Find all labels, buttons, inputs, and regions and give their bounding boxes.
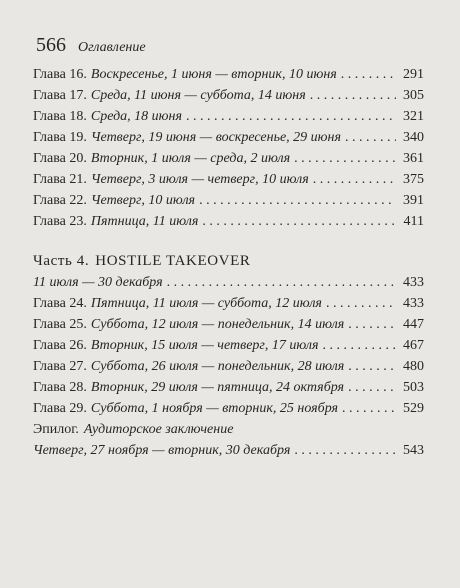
chapter-title: Суббота, 26 июля — понедельник, 28 июля <box>90 359 345 374</box>
leader-dots <box>294 148 396 169</box>
toc-chapter-row[interactable] <box>33 293 424 314</box>
leader-dots <box>342 398 396 419</box>
part3-chapter-list <box>33 64 424 232</box>
chapter-title: Вторник, 1 июля — среда, 2 июля <box>90 151 291 166</box>
leader-dots <box>202 211 396 232</box>
leader-dots <box>186 106 396 127</box>
toc-chapter-row[interactable] <box>33 398 424 419</box>
chapter-label: Глава 25. <box>33 317 87 332</box>
leader-dots <box>310 85 396 106</box>
toc-page-number: 391 <box>403 193 424 208</box>
epilogue-dates-row[interactable] <box>33 440 424 461</box>
chapter-title: Суббота, 12 июля — понедельник, 14 июля <box>90 317 345 332</box>
part-dates-row[interactable] <box>33 272 424 293</box>
part-name: HOSTILE TAKEOVER <box>95 253 251 269</box>
toc-page-number: 411 <box>403 214 424 229</box>
chapter-title: Пятница, 11 июля <box>90 214 199 229</box>
toc-page-number: 375 <box>403 172 424 187</box>
chapter-label: Глава 26. <box>33 338 87 353</box>
toc-chapter-row[interactable] <box>33 377 424 398</box>
toc-page-number: 480 <box>403 359 424 374</box>
chapter-title: Четверг, 10 июля <box>90 193 196 208</box>
chapter-label: Глава 19. <box>33 130 87 145</box>
toc-page-number: 340 <box>403 130 424 145</box>
leader-dots <box>294 440 396 461</box>
header-title: Оглавление <box>78 40 146 55</box>
toc-page-number: 529 <box>403 401 424 416</box>
toc-page-number: 305 <box>403 88 424 103</box>
leader-dots <box>323 335 396 356</box>
toc-page-number: 543 <box>403 443 424 458</box>
chapter-title: Воскресенье, 1 июня — вторник, 10 июня <box>90 67 337 82</box>
toc-chapter-row[interactable] <box>33 335 424 356</box>
toc-page-number: 361 <box>403 151 424 166</box>
toc-page-number: 433 <box>403 296 424 311</box>
chapter-label: Глава 18. <box>33 109 87 124</box>
chapter-title: Среда, 18 июня <box>90 109 182 124</box>
epilogue-heading <box>33 419 424 440</box>
toc-page-number: 433 <box>403 275 424 290</box>
chapter-label: Глава 24. <box>33 296 87 311</box>
toc-chapter-row[interactable] <box>33 106 424 127</box>
running-header <box>36 34 146 58</box>
chapter-title: Суббота, 1 ноября — вторник, 25 ноября <box>90 401 339 416</box>
leader-dots <box>348 356 396 377</box>
toc-page-number: 503 <box>403 380 424 395</box>
toc-chapter-row[interactable] <box>33 314 424 335</box>
toc-chapter-row[interactable] <box>33 190 424 211</box>
chapter-label: Глава 29. <box>33 401 87 416</box>
epilogue-label: Эпилог. <box>33 422 79 437</box>
page-number: 566 <box>36 34 66 56</box>
chapter-title: Пятница, 11 июля — суббота, 12 июля <box>90 296 322 311</box>
toc-chapter-row[interactable] <box>33 169 424 190</box>
leader-dots <box>167 272 396 293</box>
toc-chapter-row[interactable] <box>33 85 424 106</box>
table-of-contents <box>33 64 424 461</box>
part4-chapter-list <box>33 293 424 419</box>
chapter-title: Четверг, 3 июля — четверг, 10 июля <box>90 172 309 187</box>
epilogue-title: Аудиторское заключение <box>83 422 234 437</box>
leader-dots <box>348 314 396 335</box>
toc-page-number: 321 <box>403 109 424 124</box>
part-heading <box>33 250 424 272</box>
chapter-label: Глава 23. <box>33 214 87 229</box>
leader-dots <box>348 377 396 398</box>
chapter-title: Четверг, 19 июня — воскресенье, 29 июня <box>90 130 341 145</box>
leader-dots <box>313 169 396 190</box>
toc-chapter-row[interactable] <box>33 127 424 148</box>
toc-chapter-row[interactable] <box>33 64 424 85</box>
chapter-title: Вторник, 15 июля — четверг, 17 июля <box>90 338 319 353</box>
chapter-label: Глава 22. <box>33 193 87 208</box>
chapter-label: Глава 17. <box>33 88 87 103</box>
leader-dots <box>341 64 396 85</box>
chapter-label: Глава 16. <box>33 67 87 82</box>
toc-page-number: 291 <box>403 67 424 82</box>
chapter-title: Среда, 11 июня — суббота, 14 июня <box>90 88 306 103</box>
chapter-title: Вторник, 29 июля — пятница, 24 октября <box>90 380 345 395</box>
toc-page-number: 447 <box>403 317 424 332</box>
chapter-label: Глава 28. <box>33 380 87 395</box>
chapter-label: Глава 27. <box>33 359 87 374</box>
toc-chapter-row[interactable] <box>33 148 424 169</box>
toc-chapter-row[interactable] <box>33 211 424 232</box>
chapter-label: Глава 20. <box>33 151 87 166</box>
leader-dots <box>345 127 396 148</box>
toc-chapter-row[interactable] <box>33 356 424 377</box>
toc-page-number: 467 <box>403 338 424 353</box>
part-label: Часть 4. <box>33 253 90 269</box>
part-dates: 11 июля — 30 декабря <box>33 275 163 290</box>
epilogue-dates: Четверг, 27 ноября — вторник, 30 декабря <box>33 443 291 458</box>
leader-dots <box>199 190 396 211</box>
leader-dots <box>326 293 396 314</box>
chapter-label: Глава 21. <box>33 172 87 187</box>
